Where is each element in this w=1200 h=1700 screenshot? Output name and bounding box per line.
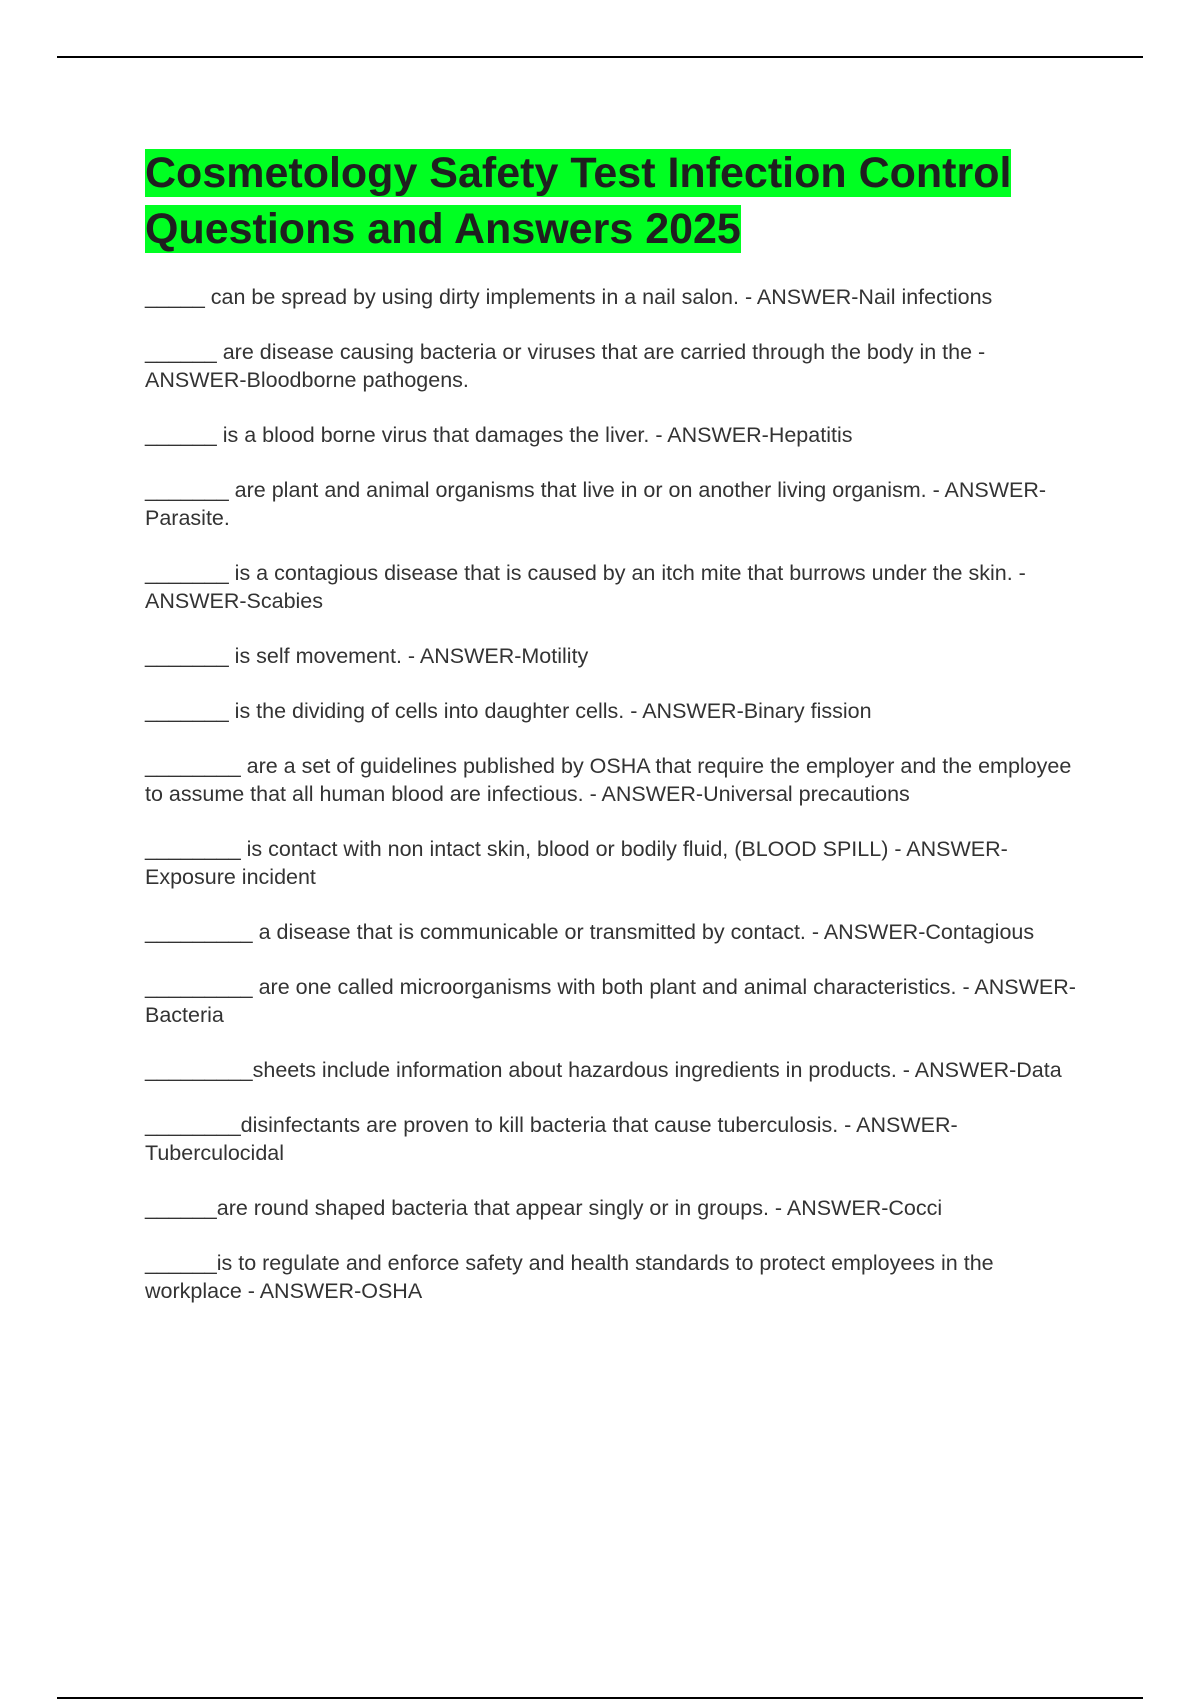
qa-item: _______ is the dividing of cells into daughter cells. - ANSWER-Binary fission [145, 699, 872, 723]
qa-item: _____ can be spread by using dirty implements in a nail salon. - ANSWER-Nail infections [145, 285, 993, 309]
qa-item: ________disinfectants are proven to kill bacteria that cause tuberculosis. - ANSWER-Tuberculocidal [145, 1113, 958, 1165]
qa-item: ______are round shaped bacteria that appear singly or in groups. - ANSWER-Cocci [145, 1196, 943, 1220]
title-highlight: Cosmetology Safety Test Infection Control Questions and Answers 2025 [145, 149, 1012, 253]
qa-item: _______ are plant and animal organisms that live in or on another living organism. - ANSWER-Parasite. [145, 478, 1047, 530]
qa-item: _______ is a contagious disease that is caused by an itch mite that burrows under the skin. - ANSWER-Scabies [145, 561, 1026, 613]
qa-item: ______ are disease causing bacteria or viruses that are carried through the body in the - ANSWER-Bloodborne pathogens. [145, 340, 986, 392]
document-title [145, 145, 1080, 257]
qa-item: _______ is self movement. - ANSWER-Motility [145, 644, 589, 668]
qa-item: ______is to regulate and enforce safety and health standards to protect employees in the workplace - ANSWER-OSHA [145, 1251, 994, 1303]
qa-item: _________ are one called microorganisms with both plant and animal characteristics. - ANSWER-Bacteria [145, 975, 1076, 1027]
qa-item: ________ is contact with non intact skin, blood or bodily fluid, (BLOOD SPILL) - ANSWER-Exposure incident [145, 837, 1008, 889]
qa-item: ______ is a blood borne virus that damages the liver. - ANSWER-Hepatitis [145, 423, 853, 447]
qa-item: _________sheets include information about hazardous ingredients in products. - ANSWER-Data [145, 1058, 1062, 1082]
top-rule [57, 56, 1143, 58]
qa-item: _________ a disease that is communicable or transmitted by contact. - ANSWER-Contagious [145, 920, 1035, 944]
bottom-rule [57, 1697, 1143, 1699]
document-body [145, 145, 1080, 1332]
qa-item: ________ are a set of guidelines published by OSHA that require the employer and the employee to assume that all human blood are infectious. - ANSWER-Universal precautions [145, 754, 1072, 806]
